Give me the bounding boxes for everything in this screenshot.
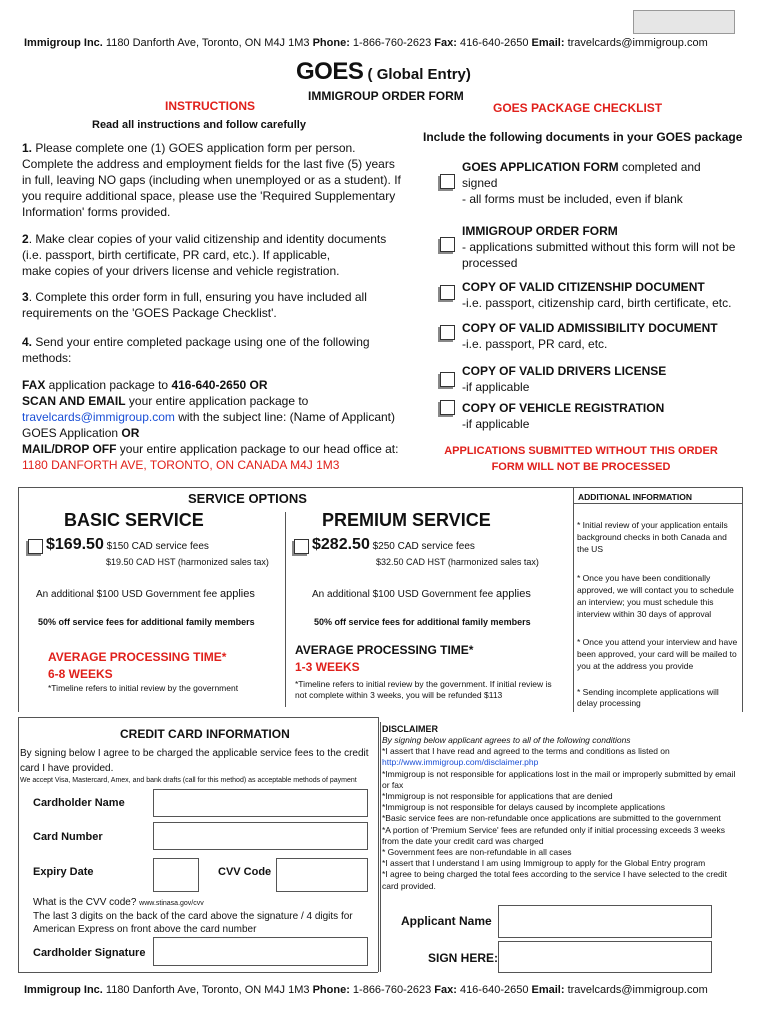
form-name: IMMIGROUP ORDER FORM [308,89,464,103]
step-2 [22,231,407,279]
basic-processing-note: *Timeline refers to initial review by the government [48,683,239,693]
basic-service-fees: $150 CAD service fees [103,541,209,552]
checkbox-order-form[interactable] [440,237,455,252]
divider [378,717,379,972]
divider [18,487,19,712]
fax-method-text: application package to [45,378,172,392]
additional-info-3: * Once you attend your interview and have been approved, your card will be mailed to you at the address you provide [577,637,738,671]
footer-contact [24,984,708,996]
title-sub: ( Global Entry) [363,66,471,83]
checkbox-citizenship-document[interactable] [440,285,455,300]
email-label: Email: [531,37,565,49]
divider [18,717,378,718]
checklist-heading: GOES PACKAGE CHECKLIST [493,101,663,115]
applicant-name-label: Applicant Name [401,914,492,928]
checklist-item-title: COPY OF VALID ADMISSIBILITY DOCUMENT [462,321,718,335]
fax-value: 416-640-2650 [456,37,532,49]
or-label: OR [121,426,140,440]
checkbox-admissibility-document[interactable] [440,325,455,340]
checklist-item-title: IMMIGROUP ORDER FORM [462,224,618,238]
fax-label: Fax: [434,37,457,49]
disclaimer-intro: By signing below applicant agrees to all of the following conditions [382,735,631,745]
checklist-item-title: COPY OF VEHICLE REGISTRATION [462,401,665,415]
phone-value: 1-866-760-2623 [349,984,435,996]
disclaimer-line: *I assert that I understand I am using Immigroup to apply for the Global Entry program [382,858,706,869]
premium-service-price: $282.50 [312,536,370,553]
basic-service-gov-fee [36,588,255,600]
checkbox-drivers-license[interactable] [440,372,455,387]
submission-methods [22,377,417,473]
checklist-item-title-rest: completed and signed [462,160,701,190]
premium-service-title: PREMIUM SERVICE [322,510,491,530]
phone-label: Phone: [312,37,350,49]
premium-processing-time: 1-3 WEEKS [295,660,360,674]
basic-service-price-row [46,536,209,554]
cardholder-name-field[interactable] [153,789,368,817]
fax-method-label: FAX [22,378,46,392]
checklist-item-title: GOES APPLICATION FORM [462,160,619,174]
card-number-field[interactable] [153,822,368,850]
disclaimer-line: *Basic service fees are non-refundable once applications are submitted to the government [382,813,721,824]
additional-info-1: * Initial review of your application entails background checks in both Canada and the US [577,520,728,554]
premium-processing-label: AVERAGE PROCESSING TIME* [295,643,474,657]
cardholder-signature-field[interactable] [153,937,368,966]
premium-service-family: 50% off service fees for additional family members [314,617,531,627]
service-options-heading: SERVICE OPTIONS [188,491,307,506]
checklist-item-citizenship-document [462,279,747,311]
step-4-text: Send your entire completed package using one of the following methods: [22,335,370,365]
company-address: 1180 Danforth Ave, Toronto, ON M4J 1M3 [102,37,313,49]
checkbox-vehicle-registration[interactable] [440,400,455,415]
basic-service-hst: $19.50 CAD HST (harmonized sales tax) [106,557,269,567]
divider [380,722,381,972]
disclaimer-body [382,735,744,892]
checkbox-basic-service[interactable] [28,539,43,554]
cvv-question: What is the CVV code? [33,897,140,908]
print-button[interactable] [633,10,735,34]
basic-processing-label: AVERAGE PROCESSING TIME* [48,650,227,664]
divider [573,487,574,712]
step-2-text-b: make copies of your drivers license and vehicle registration. [22,264,340,278]
checkbox-goes-application[interactable] [440,174,455,189]
step-4-number: 4. [22,335,33,349]
disclaimer-line: *Immigroup is not responsible for applications that are denied [382,791,613,802]
disclaimer-link[interactable]: http://www.immigroup.com/disclaimer.php [382,757,539,768]
scan-method-text: your entire application package to [125,394,309,408]
checkbox-premium-service[interactable] [294,539,309,554]
email-link[interactable]: travelcards@immigroup.com [22,410,175,424]
divider [18,972,378,973]
step-2-number: 2 [22,232,29,246]
step-4 [22,334,392,366]
divider [573,503,743,504]
fax-method-number: 416-640-2650 OR [171,378,268,392]
step-1 [22,140,407,220]
checklist-warning: APPLICATIONS SUBMITTED WITHOUT THIS ORDER FORM WILL NOT BE PROCESSED [444,445,718,473]
basic-service-title: BASIC SERVICE [64,510,204,530]
mail-method-label: MAIL/DROP OFF [22,442,117,456]
gov-fee-text: An additional $100 USD Government fee [36,589,220,600]
checklist-item-vehicle-registration [462,400,747,432]
gov-fee-text: An additional $100 USD Government fee [312,589,496,600]
email-method-text: with the subject line: (Name of Applicant) GOES Application [22,410,395,440]
checklist-item-title: COPY OF VALID DRIVERS LICENSE [462,364,667,378]
email-label: Email: [531,984,565,996]
additional-info-4: * Sending incomplete applications will delay processing [577,687,719,708]
phone-value: 1-866-760-2623 [349,37,435,49]
divider [573,487,743,488]
additional-info-2: * Once you have been conditionally approved, we will contact you to schedule an interview; you must schedule this interview within 30 days of approval [577,573,734,619]
basic-service-family: 50% off service fees for additional family members [38,617,255,627]
instructions-heading: INSTRUCTIONS [165,99,255,113]
company-name: Immigroup Inc. [24,984,103,996]
step-2-text: . Make clear copies of your valid citizenship and identity documents (i.e. passport, birth certificate, PR card, etc.). If applicable, [22,232,387,262]
email-value: travelcards@immigroup.com [564,37,708,49]
checklist-item-desc: - all forms must be included, even if blank [462,192,683,206]
instructions-subheading: Read all instructions and follow carefully [92,119,306,131]
gov-fee-end: applies [220,588,255,600]
disclaimer-line: *A portion of 'Premium Service' fees are refunded only if initial processing exceeds 3 weeks from the date your credit card was charged [382,824,725,846]
premium-processing-note: *Timeline refers to initial review by the government. If initial review is not complete within 3 weeks, you will be refunded $113 [295,679,552,700]
card-number-label: Card Number [33,831,103,843]
cardholder-signature-label: Cardholder Signature [33,947,146,959]
checklist-item-desc: - applications submitted without this form will not be processed [462,240,736,270]
additional-info-heading: ADDITIONAL INFORMATION [578,492,692,502]
credit-card-heading: CREDIT CARD INFORMATION [120,727,290,741]
cvv-help [33,896,368,936]
divider [18,487,573,488]
checklist-intro: Include the following documents in your GOES package [423,130,743,144]
applicant-name-field[interactable] [498,905,712,938]
checklist-item-desc: -i.e. passport, citizenship card, birth certificate, etc. [462,296,732,310]
divider [285,512,286,707]
disclaimer-heading: DISCLAIMER [382,724,438,734]
checklist-item-desc: -if applicable [462,380,530,394]
checklist-item-desc: -if applicable [462,417,530,431]
step-3 [22,289,392,321]
cvv-explanation: The last 3 digits on the back of the card above the signature / 4 digits for American Express on front above the card number [33,911,353,935]
credit-card-accepted: We accept Visa, Mastercard, Amex, and bank drafts (call for this method) as acceptable methods of payment [20,777,357,784]
company-address: 1180 Danforth Ave, Toronto, ON M4J 1M3 [102,984,313,996]
checklist-item-order-form [462,223,737,271]
header-contact [24,37,708,49]
cardholder-name-label: Cardholder Name [33,797,125,809]
fax-value: 416-640-2650 [456,984,532,996]
sign-here-field[interactable] [498,941,712,973]
disclaimer-line: *I assert that I have read and agreed to the terms and conditions as listed on [382,746,670,757]
expiry-date-label: Expiry Date [33,866,94,878]
title-main: GOES [296,58,364,85]
premium-service-hst: $32.50 CAD HST (harmonized sales tax) [376,557,539,567]
checklist-item-admissibility-document [462,320,747,352]
step-3-number: 3 [22,290,29,304]
premium-service-gov-fee [312,588,531,600]
basic-service-price: $169.50 [46,536,104,553]
basic-processing-time: 6-8 WEEKS [48,667,113,681]
page-title [296,58,471,86]
divider [18,717,19,972]
expiry-date-field[interactable] [153,858,199,892]
sign-here-label: SIGN HERE: [428,951,499,965]
step-1-text: Please complete one (1) GOES application form per person. Complete the address and employment fields for the last five (5) years in full, leaving NO gaps (including when unemployed or as a student). If you require additional space, please use the 'Required Supplementary Information' forms provided. [22,141,401,219]
checklist-item-goes-application [462,159,737,207]
email-value: travelcards@immigroup.com [564,984,708,996]
disclaimer-line: *I agree to being charged the total fees according to the service I have selected to the credit card provided. [382,869,727,891]
company-name: Immigroup Inc. [24,37,103,49]
divider [742,487,743,712]
premium-service-fees: $250 CAD service fees [369,541,475,552]
premium-service-price-row [312,536,475,554]
phone-label: Phone: [312,984,350,996]
step-1-number: 1. [22,141,33,155]
disclaimer-line: *Immigroup is not responsible for applications lost in the mail or improperly submitted by email or fax [382,768,736,790]
cvv-code-field[interactable] [276,858,368,892]
cvv-url[interactable]: www.stinasa.gov/cvv [139,900,204,907]
step-3-text: . Complete this order form in full, ensuring you have included all requirements on the 'GOES Package Checklist'. [22,290,367,320]
disclaimer-line: *Immigroup is not responsible for delays caused by incomplete applications [382,802,666,813]
checklist-item-drivers-license [462,363,747,395]
checklist-item-desc: -i.e. passport, PR card, etc. [462,337,608,351]
cvv-code-label: CVV Code [218,866,272,878]
disclaimer-line: * Government fees are non-refundable in all cases [382,847,572,858]
gov-fee-end: applies [496,588,531,600]
scan-method-label: SCAN AND EMAIL [22,394,126,408]
office-address: 1180 DANFORTH AVE, TORONTO, ON CANADA M4J 1M3 [22,458,340,472]
fax-label: Fax: [434,984,457,996]
mail-method-text: your entire application package to our head office at: [116,442,399,456]
checklist-item-title: COPY OF VALID CITIZENSHIP DOCUMENT [462,280,705,294]
credit-card-consent: By signing below I agree to be charged the applicable service fees to the credit card I have provided. [20,748,369,774]
